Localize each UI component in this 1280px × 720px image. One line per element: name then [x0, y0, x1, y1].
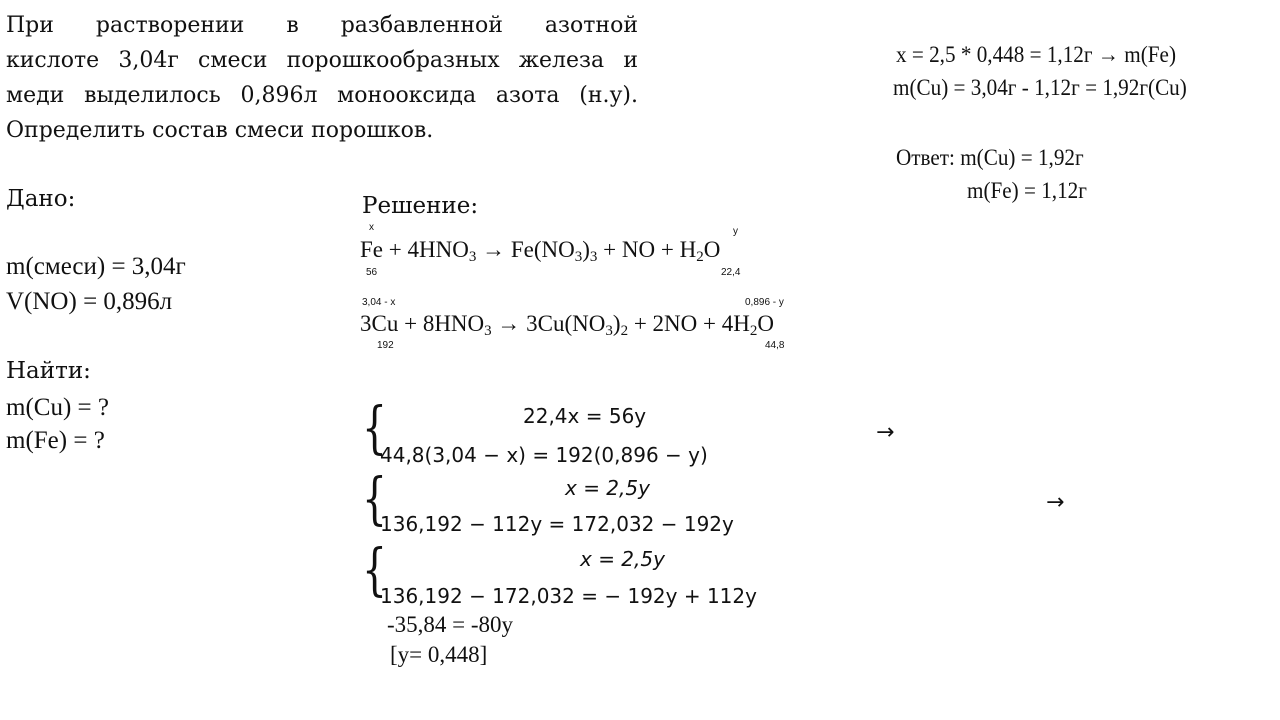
reaction1-label-56: 56 [366, 267, 378, 278]
given-heading: Дано: [6, 186, 76, 212]
problem-line: Определить состав смеси порошков. [6, 118, 434, 143]
reaction2-label-0-896-y: 0,896 - y [745, 297, 784, 308]
find-heading: Найти: [6, 358, 91, 384]
arrow-right-icon: → [1046, 490, 1065, 515]
system2-eq1: x = 2,5y [565, 476, 650, 500]
reaction2-label-192: 192 [377, 340, 394, 351]
calc-cu: m(Cu) = 3,04г - 1,12г = 1,92г(Cu) [893, 75, 1187, 100]
solution-heading: Решение: [362, 193, 479, 219]
problem-line: кислоте 3,04г смеси порошкообразных железа и [6, 48, 638, 73]
step-equation: -35,84 = -80y [387, 612, 514, 637]
find-fe: m(Fe) = ? [6, 427, 105, 454]
result-y: [y= 0,448] [390, 642, 488, 667]
reaction2-label-3-04-x: 3,04 - x [362, 297, 396, 308]
system3-eq2: 136,192 − 172,032 = − 192y + 112y [380, 584, 757, 608]
system2-eq2: 136,192 − 112y = 172,032 − 192y [380, 512, 734, 536]
reaction-fe-hno3: $Fe + 4HNO_3 \to Fe(NO_3)_3$ + NO + $H_2O$ [360, 237, 721, 265]
find-cu: m(Cu) = ? [6, 394, 109, 421]
system1-brace: { [362, 396, 387, 461]
system3-brace: { [362, 538, 387, 603]
arrow-right-icon: → [876, 420, 895, 445]
reaction2-label-44-8: 44,8 [765, 340, 785, 351]
system2-brace: { [362, 467, 387, 532]
given-volume-no: V(NO) = 0,896л [6, 288, 173, 315]
given-mass-mix: m(смеси) = 3,04г [6, 253, 186, 280]
answer-fe: m(Fe) = 1,12г [967, 178, 1087, 203]
problem-line: меди выделилось 0,896л монооксида азота (н.у). [6, 83, 638, 108]
problem-statement [6, 8, 638, 148]
reaction1-label-y: y [733, 226, 738, 237]
problem-line: При растворении в разбавленной азотной [6, 13, 638, 38]
system1-eq2: 44,8(3,04 − x) = 192(0,896 − y) [380, 443, 708, 467]
system1-eq1: 22,4x = 56y [523, 404, 647, 428]
system3-eq1: x = 2,5y [580, 547, 665, 571]
reaction1-label-22-4: 22,4 [721, 267, 741, 278]
reaction1-label-x: x [369, 222, 374, 233]
answer-cu: Ответ: m(Cu) = 1,92г [896, 145, 1084, 170]
reaction-cu-hno3: $3Cu + 8HNO_3 \to 3Cu(NO_3)_2 + 2NO + 4H_2O$ [360, 311, 774, 339]
calc-fe: x = 2,5 * 0,448 = 1,12г → m(Fe) [896, 42, 1176, 67]
